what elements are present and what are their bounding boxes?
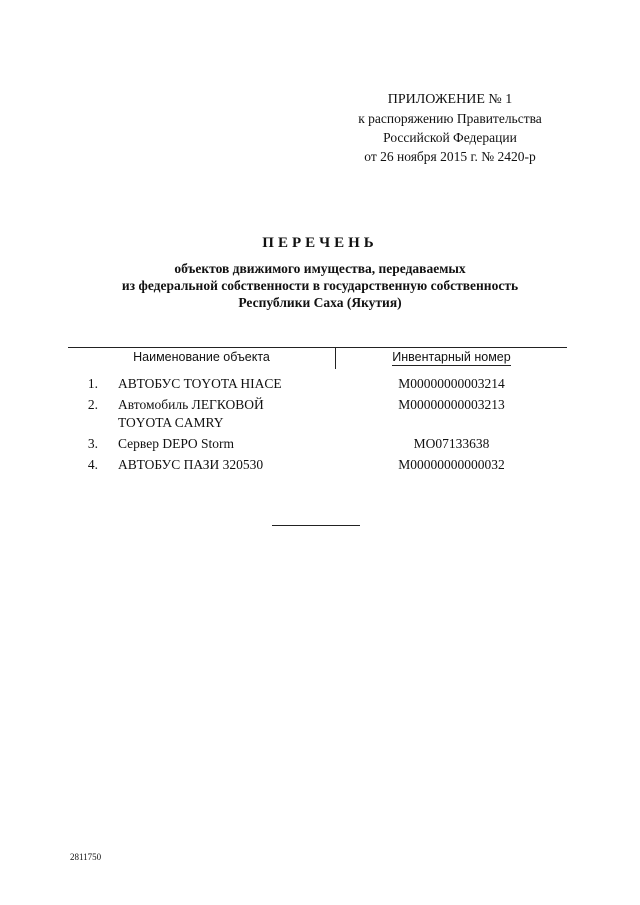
- column-header-inventory: [336, 350, 567, 364]
- column-header-inventory-label: Инвентарный номер: [392, 350, 511, 364]
- row-object-name: Сервер DEPO Storm: [118, 436, 234, 451]
- end-separator: [272, 525, 360, 526]
- row-number: 2.: [87, 397, 98, 412]
- column-header-name: Наименование объекта: [133, 350, 270, 364]
- row-inventory-number: МО07133638: [413, 436, 490, 451]
- appendix-block: [330, 90, 570, 166]
- row-object-name: АВТОБУС ПАЗИ 320530: [118, 457, 264, 472]
- document-subtitle: [60, 260, 580, 311]
- document-heading: [60, 235, 580, 311]
- appendix-line-1: к распоряжению Правительства: [358, 111, 542, 126]
- row-object-name: Автомобиль ЛЕГКОВОЙ TOYOTA CAMRY: [118, 397, 264, 430]
- subtitle-line-1: объектов движимого имущества, передаваемых: [174, 261, 466, 276]
- table-row: [68, 396, 567, 432]
- table-row: [68, 375, 567, 393]
- appendix-line-3: от 26 ноября 2015 г. № 2420-р: [364, 149, 536, 164]
- appendix-line-2: Российской Федерации: [383, 130, 517, 145]
- row-number: 3.: [87, 436, 98, 451]
- document-title: ПЕРЕЧЕНЬ: [262, 235, 378, 251]
- table-row: [68, 456, 567, 474]
- row-object-name: АВТОБУС TOYOTA HIACE: [118, 376, 282, 391]
- row-number: 4.: [87, 457, 98, 472]
- table-body: [68, 375, 567, 477]
- appendix-title: ПРИЛОЖЕНИЕ № 1: [387, 92, 513, 107]
- subtitle-line-2: из федеральной собственности в государственную собственность: [121, 278, 519, 293]
- document-code: 2811750: [70, 852, 102, 862]
- table-row: [68, 435, 567, 453]
- row-inventory-number: М00000000003214: [398, 376, 505, 391]
- row-inventory-number: М00000000000032: [398, 457, 505, 472]
- table-header: [68, 343, 567, 371]
- row-inventory-number: М00000000003213: [398, 397, 505, 412]
- subtitle-line-3: Республики Саха (Якутия): [238, 295, 402, 310]
- table-top-rule: [68, 347, 567, 348]
- row-number: 1.: [87, 376, 98, 391]
